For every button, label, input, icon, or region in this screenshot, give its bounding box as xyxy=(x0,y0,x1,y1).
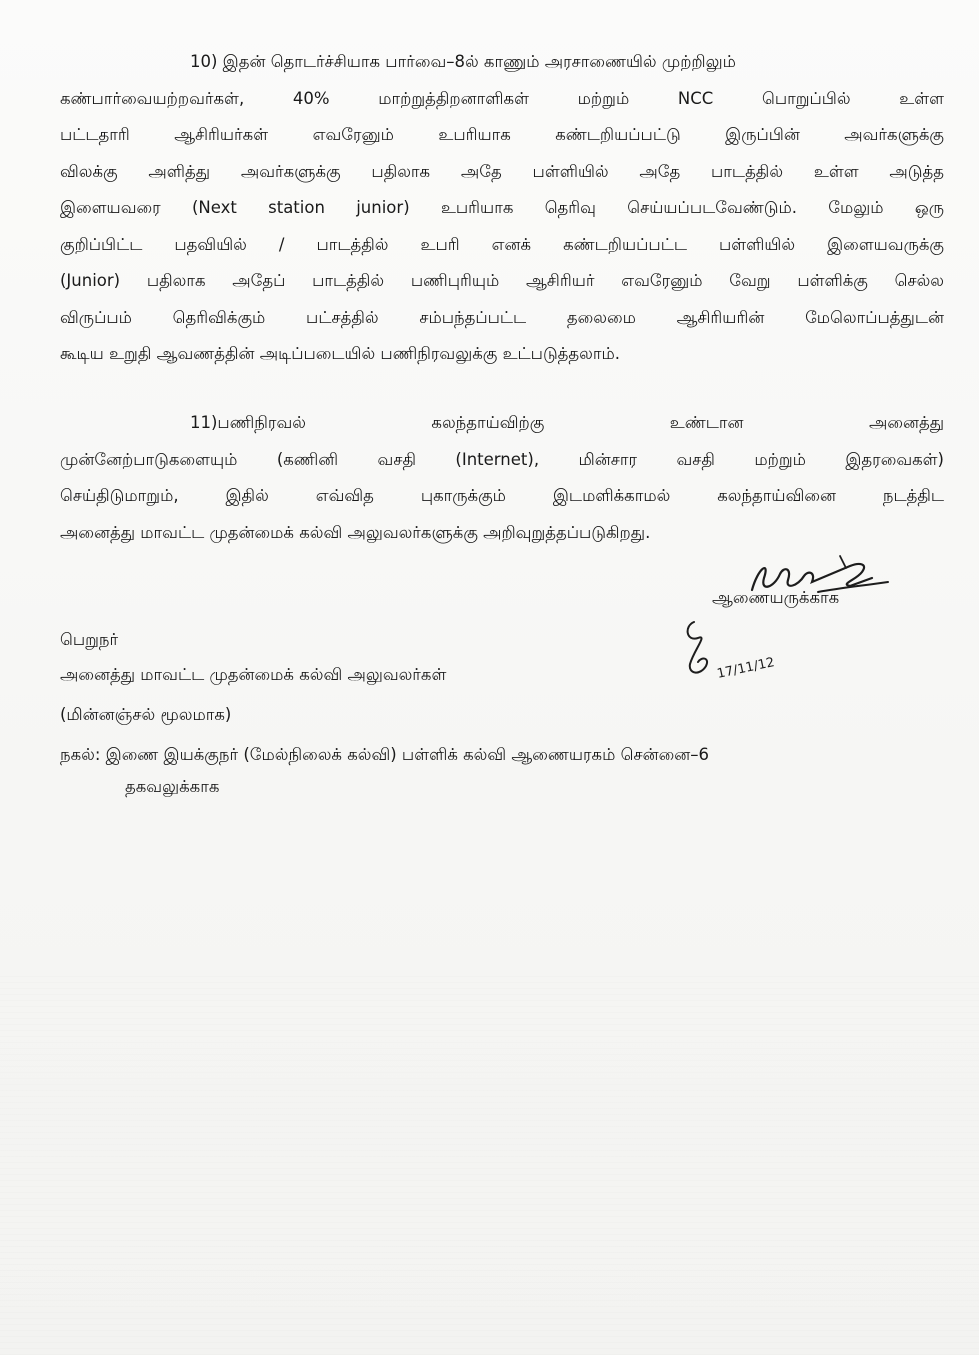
recipient-label: பெறுநர் xyxy=(60,630,119,649)
recipient-name: அனைத்து மாவட்ட முதன்மைக் கல்வி அலுவலர்கள் xyxy=(60,665,447,684)
copy-purpose: தகவலுக்காக xyxy=(125,777,220,796)
paragraph-line: பட்டதாரி ஆசிரியர்கள் எவரேனும் உபரியாக கண்டறியப்பட்டு இருப்பின் அவர்களுக்கு xyxy=(60,125,944,144)
signature-label: ஆணையருக்காக xyxy=(712,588,840,607)
paragraph-line: இளையவரை (Next station junior) உபரியாக தெரிவு செய்யப்படவேண்டும். மேலும் ஒரு xyxy=(60,198,944,217)
paragraph-line: செய்திடுமாறும், இதில் எவ்வித புகாருக்கும் இடமளிக்காமல் கலந்தாய்வினை நடத்திட xyxy=(60,486,944,505)
copy-to-line: நகல்: இணை இயக்குநர் (மேல்நிலைக் கல்வி) பள்ளிக் கல்வி ஆணையரகம் சென்னை–6 xyxy=(60,745,709,764)
handwritten-date: 17/11/12 xyxy=(715,655,776,682)
paragraph-line: கூடிய உறுதி ஆவணத்தின் அடிப்படையில் பணிநிரவலுக்கு உட்படுத்தலாம். xyxy=(60,344,621,363)
paragraph-line: அனைத்து மாவட்ட முதன்மைக் கல்வி அலுவலர்களுக்கு அறிவுறுத்தப்படுகிறது. xyxy=(60,522,651,542)
paragraph-11 xyxy=(60,405,944,551)
paragraph-line: விலக்கு அளித்து அவர்களுக்கு பதிலாக அதே பள்ளியில் அதே பாடத்தில் உள்ள அடுத்த xyxy=(60,161,944,181)
paragraph-line: முன்னேற்பாடுகளையும் (கணினி வசதி (Internet), மின்சார வசதி மற்றும் இதரவைகள்) xyxy=(60,449,944,469)
paragraph-line: குறிப்பிட்ட பதவியில் / பாடத்தில் உபரி எனக் கண்டறியப்பட்ட பள்ளியில் இளையவருக்கு xyxy=(60,234,944,254)
initials-with-date xyxy=(680,612,810,687)
paragraph-10 xyxy=(60,44,944,373)
paragraph-line: (Junior) பதிலாக அதேப் பாடத்தில் பணிபுரியும் ஆசிரியர் எவரேனும் வேறு பள்ளிக்கு செல்ல xyxy=(60,271,944,290)
paragraph-line: 10) இதன் தொடர்ச்சியாக பார்வை–8ல் காணும் அரசாணையில் முற்றிலும் xyxy=(190,52,736,71)
recipient-mode: (மின்னஞ்சல் மூலமாக) xyxy=(60,705,232,724)
scan-texture xyxy=(0,975,979,1355)
paragraph-line: கண்பார்வையற்றவர்கள், 40% மாற்றுத்திறனாளிகள் மற்றும் NCC பொறுப்பில் உள்ள xyxy=(60,88,944,108)
paragraph-line: 11)பணிநிரவல் கலந்தாய்விற்கு உண்டான அனைத்து xyxy=(190,413,944,432)
paragraph-line: விருப்பம் தெரிவிக்கும் பட்சத்தில் சம்பந்தப்பட்ட தலைமை ஆசிரியரின் மேலொப்பத்துடன் xyxy=(60,307,944,327)
